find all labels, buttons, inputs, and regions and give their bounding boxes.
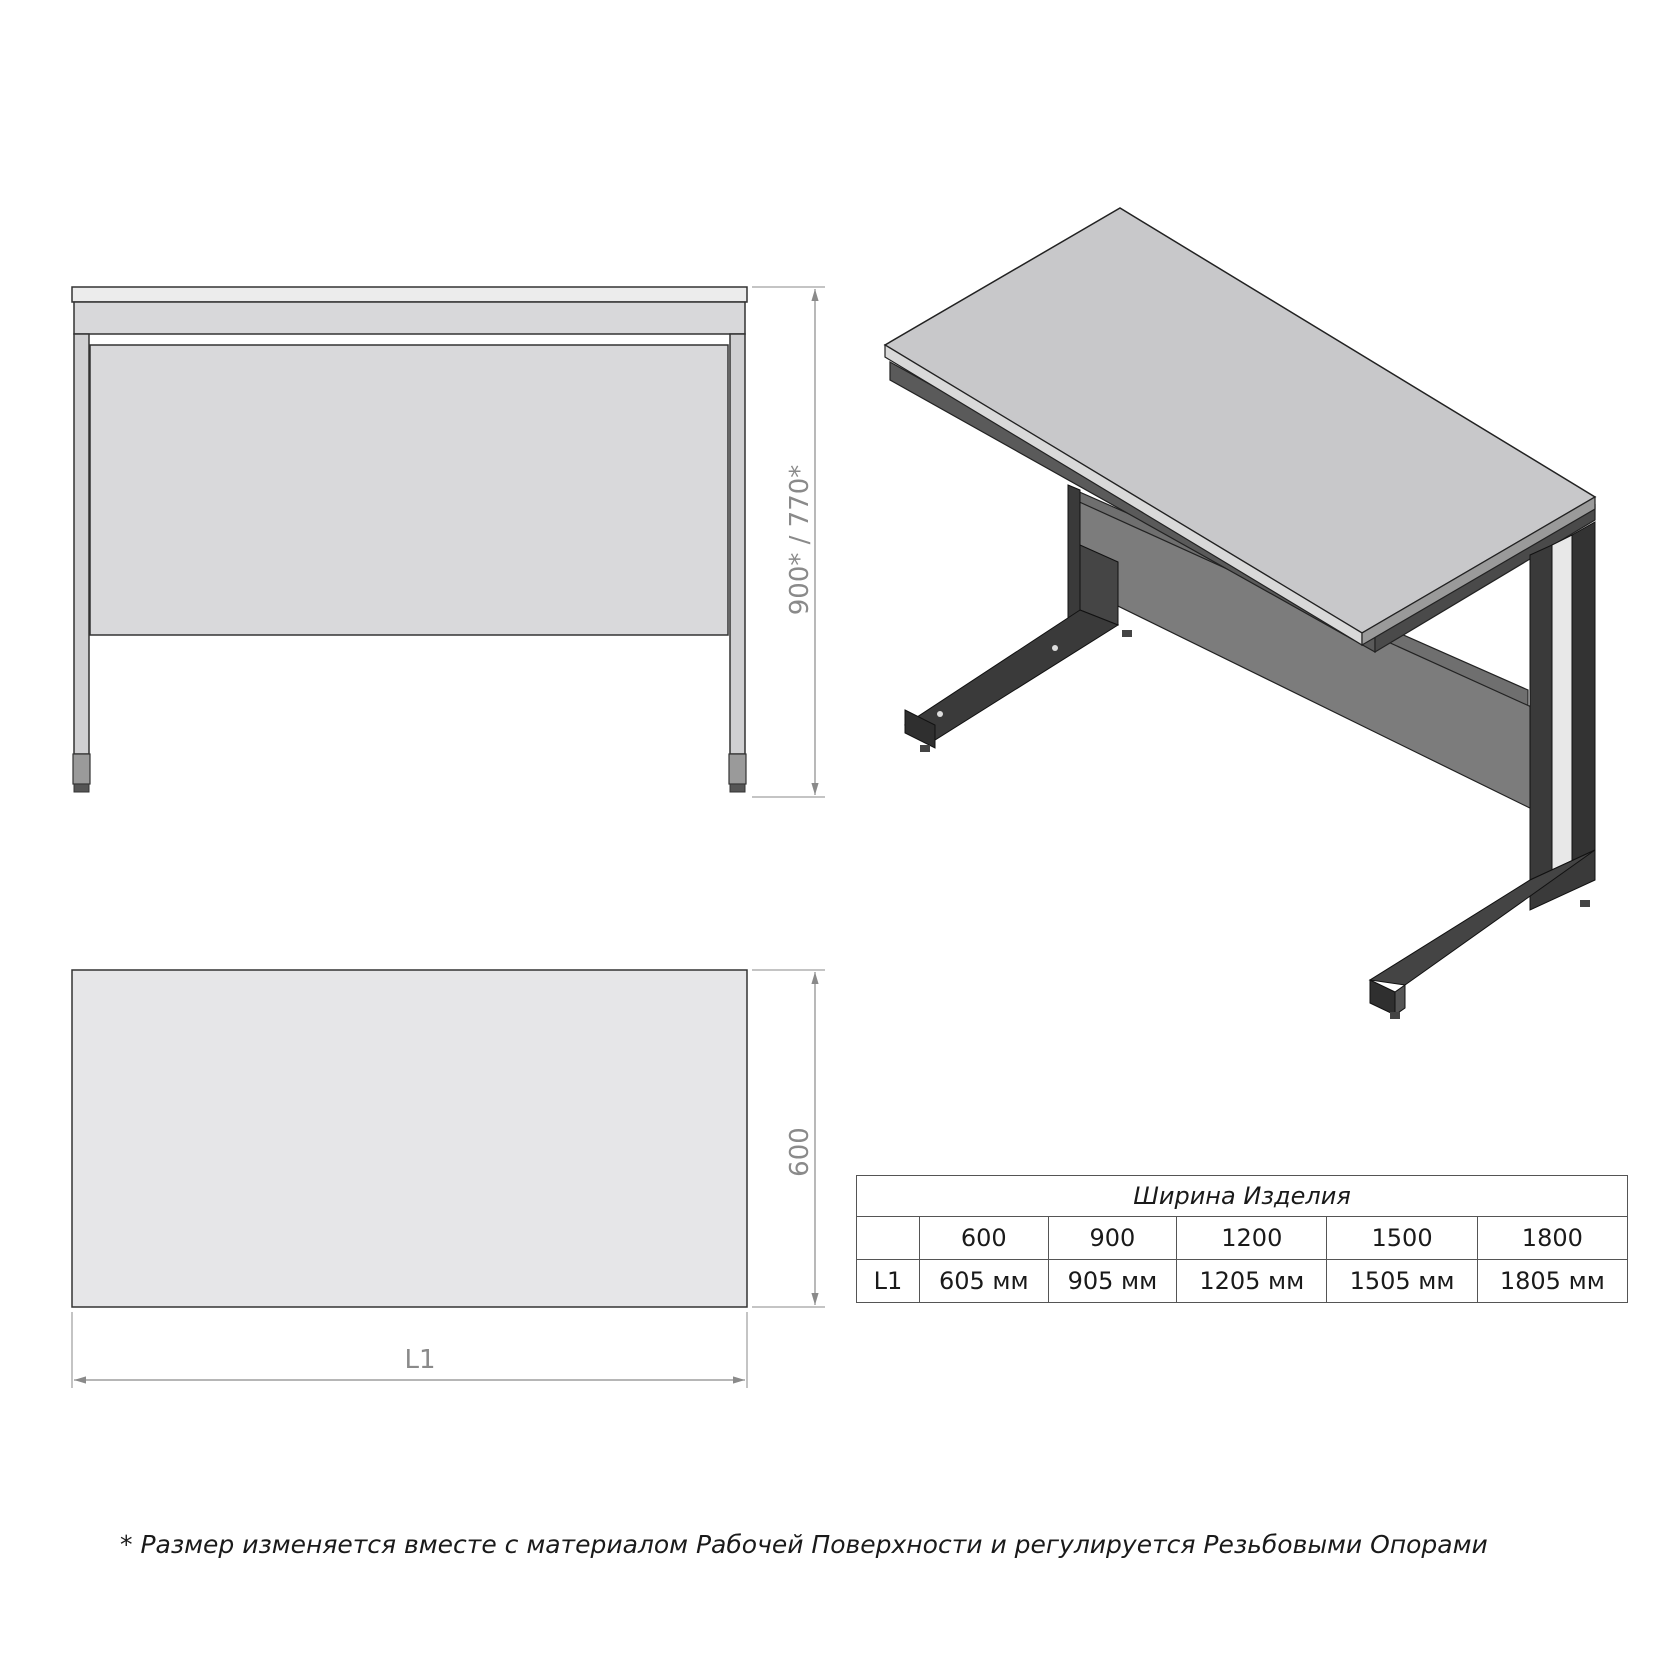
plan-top-surface (72, 970, 747, 1307)
table-row-lengths (857, 1260, 1628, 1303)
length-cell: 1805 мм (1477, 1260, 1627, 1303)
front-top-board (72, 287, 747, 302)
front-panel (90, 345, 728, 635)
right-glide (730, 784, 745, 792)
footnote: * Размер изменяется вместе с материалом Рабочей Поверхности и регулируется Резьбовыми Опорами (120, 1530, 1488, 1559)
isometric-view (885, 208, 1595, 1019)
length-cell: 1505 мм (1327, 1260, 1477, 1303)
iso-near-leg-foot (1370, 850, 1595, 985)
iso-far-leg-post (1068, 485, 1080, 625)
right-foot (729, 754, 746, 784)
iso-far-leg-foot (905, 610, 1118, 740)
front-view (72, 287, 825, 797)
table-caption: Ширина Изделия (857, 1176, 1628, 1217)
front-apron (74, 302, 745, 334)
length-cell: 1205 мм (1177, 1260, 1327, 1303)
length-cell: 605 мм (920, 1260, 1049, 1303)
row-label-cell: L1 (857, 1260, 920, 1303)
width-cell: 600 (920, 1217, 1049, 1260)
width-cell: 1200 (1177, 1217, 1327, 1260)
width-size-table (856, 1175, 1628, 1303)
length-cell: 905 мм (1048, 1260, 1177, 1303)
plan-view (72, 970, 825, 1388)
length-dimension-label: L1 (404, 1345, 436, 1375)
height-dimension-label: 900* / 770* (785, 464, 815, 616)
width-cell: 1800 (1477, 1217, 1627, 1260)
table-row-widths (857, 1217, 1628, 1260)
depth-dimension-label: 600 (785, 1127, 815, 1177)
iso-near-leg-post-a (1530, 545, 1552, 905)
table-corner-cell (857, 1217, 920, 1260)
front-left-leg (74, 334, 89, 754)
left-foot (73, 754, 90, 784)
left-glide (74, 784, 89, 792)
width-cell: 1500 (1327, 1217, 1477, 1260)
iso-near-leg-post-b (1572, 522, 1595, 885)
front-right-leg (730, 334, 745, 754)
width-cell: 900 (1048, 1217, 1177, 1260)
